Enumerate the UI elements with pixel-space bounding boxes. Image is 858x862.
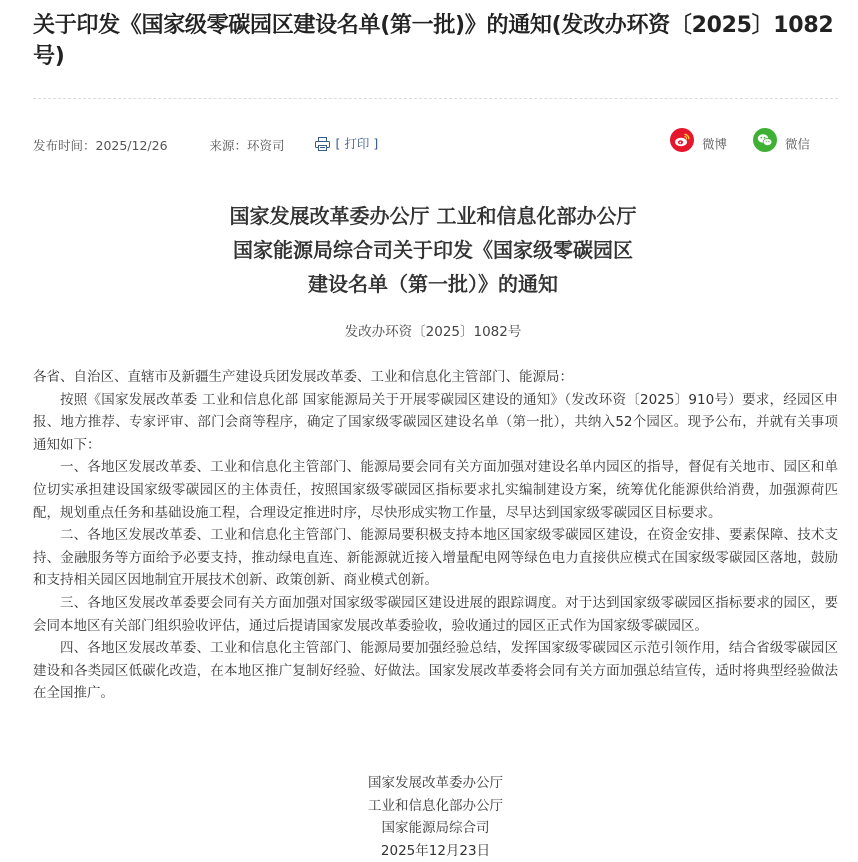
share-wechat-label: 微信 — [785, 136, 811, 152]
heading-line: 国家能源局综合司关于印发《国家级零碳园区 — [233, 238, 633, 262]
share-bar — [670, 128, 810, 154]
signature-date: 2025年12月23日 — [380, 842, 491, 859]
signature-line: 国家发展改革委办公厅 — [368, 775, 503, 791]
body-paragraph: 二、各地区发展改革委、工业和信息化主管部门、能源局要积极支持本地区国家级零碳园区建设，在资金安排、要素保障、技术支持、金融服务等方面给予必要支持，推动绿电直连、新能源就近接入增量配电网等绿色电力直接供应模式在国家级零碳园区落地，鼓励和支持相关园区因地制宜开展技术创新、政策创新、商业模式创新。 — [33, 527, 838, 589]
signature-line: 国家能源局综合司 — [381, 820, 490, 837]
publish-date: 发布时间：2025/12/26 — [33, 137, 168, 153]
signature-line: 工业和信息化部办公厅 — [368, 797, 503, 814]
signature-block — [33, 772, 838, 862]
weibo-icon — [670, 128, 694, 161]
print-button[interactable] — [315, 134, 379, 157]
body-paragraph: 按照《国家发展改革委 工业和信息化部 国家能源局关于开展零碳园区建设的通知》（发改环资〔2025〕910号）要求，经园区申报、地方推荐、专家评审、部门会商等程序，确定了国家级零碳园区建设名单（第一批），共纳入52个园区。现予公布，并就有关事项通知如下： — [33, 391, 838, 453]
printer-icon — [315, 137, 330, 157]
addressee: 各省、自治区、直辖市及新疆生产建设兵团发展改革委、工业和信息化主管部门、能源局： — [33, 369, 573, 385]
body-paragraph: 四、各地区发展改革委、工业和信息化主管部门、能源局要加强经验总结，发挥国家级零碳园区示范引领作用，结合省级零碳园区建设和各类园区低碳化改造，在本地区推广复制好经验、好做法。国家发展改革委将会同有关方面加强总结宣传，适时将典型经验做法在全国推广。 — [33, 640, 838, 702]
share-weibo-button[interactable] — [670, 128, 727, 161]
wechat-icon — [753, 128, 777, 161]
share-wechat-button[interactable] — [753, 128, 810, 161]
title-divider — [33, 98, 838, 99]
document-number: 发改办环资〔2025〕1082号 — [344, 324, 522, 340]
article-meta — [33, 134, 378, 154]
document-body — [33, 366, 838, 705]
article-source: 来源：环资司 — [209, 137, 285, 153]
print-label: [ 打印 ] — [335, 136, 379, 151]
heading-line: 建设名单（第一批）》的通知 — [308, 272, 558, 296]
body-paragraph: 一、各地区发展改革委、工业和信息化主管部门、能源局要会同有关方面加强对建设名单内园区的指导，督促有关地市、园区和单位切实承担建设国家级零碳园区的主体责任，按照国家级零碳园区指标要求扎实编制建设方案，统筹优化能源供给消费，加强源荷匹配，规划重点任务和基础设施工程，合理设定推进时序，尽快形成实物工作量，尽早达到国家级零碳园区目标要求。 — [33, 459, 838, 521]
page-title: 关于印发《国家级零碳园区建设名单(第一批)》的通知(发改办环资〔2025〕1082号) — [33, 13, 834, 69]
share-weibo-label: 微博 — [702, 136, 728, 152]
heading-line: 国家发展改革委办公厅 工业和信息化部办公厅 — [229, 204, 637, 228]
body-paragraph: 三、各地区发展改革委要会同有关方面加强对国家级零碳园区建设进展的跟踪调度。对于达到国家级零碳园区指标要求的园区，要会同本地区有关部门组织验收评估，通过后提请国家发展改革委验收，验收通过的园区正式作为国家级零碳园区。 — [33, 594, 838, 634]
document-heading — [33, 199, 833, 301]
